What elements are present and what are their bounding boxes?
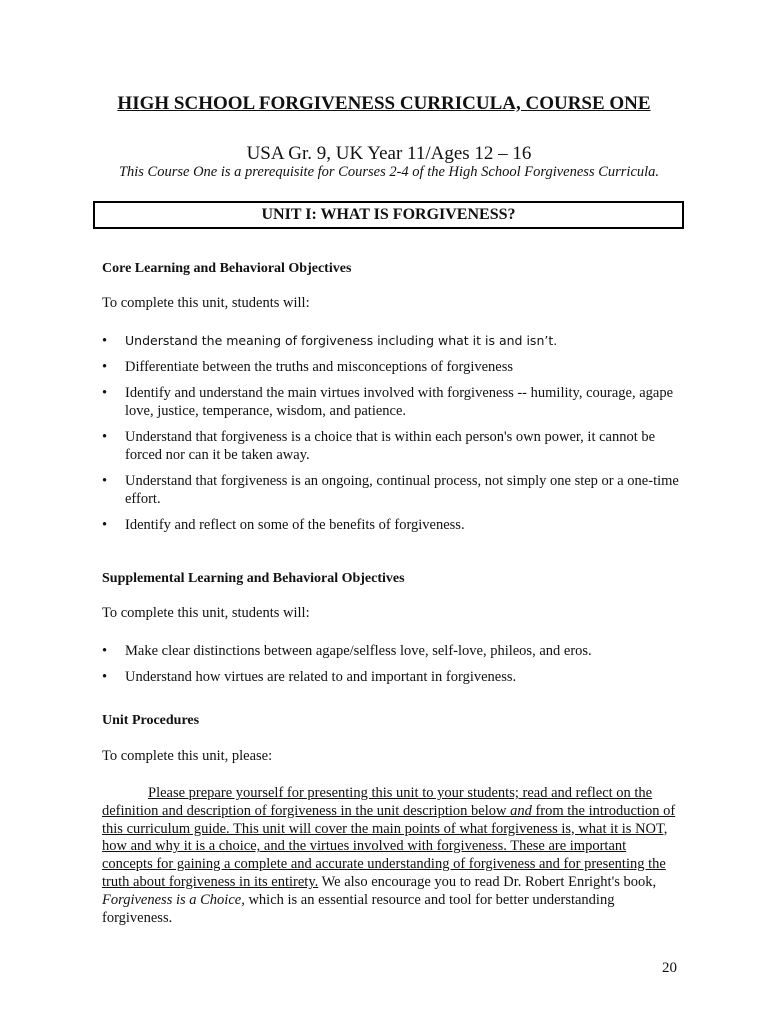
supplemental-objectives-list — [102, 642, 682, 694]
list-item: • Make clear distinctions between agape/selfless love, self-love, phileos, and eros. — [102, 642, 682, 660]
prerequisite-note: This Course One is a prerequisite for Courses 2-4 of the High School Forgiveness Curricula. — [118, 164, 660, 180]
unit-procedures-heading: Unit Procedures — [102, 713, 200, 728]
list-item: • Understand the meaning of forgiveness including what it is and isn’t. — [102, 332, 682, 350]
book-title: Forgiveness is a Choice, — [102, 891, 245, 908]
list-item: • Differentiate between the truths and misconceptions of forgiveness — [102, 358, 682, 376]
supplemental-objectives-intro: To complete this unit, students will: — [102, 605, 310, 621]
unit-procedures-intro: To complete this unit, please: — [102, 748, 273, 764]
list-item: • Understand that forgiveness is a choice that is within each person's own power, it cannot be forced nor can it be taken away. — [102, 428, 682, 464]
procedures-paragraph: Please prepare yourself for presenting this unit to your students; read and reflect on the definition and description of forgiveness in the unit description below and from the introduction of this curriculum guide. This unit will cover the main points of what forgiveness is, what it is NOT, how and why it is a choice, and the virtues involved with forgiveness. These are important concepts for gaining a complete and accurate understanding of forgiveness and for presenting the truth about forgiveness in its entirety. We also encourage you to read Dr. Robert Enright's book, Forgiveness is a Choice, which is an essential resource and tool for better understanding forgiveness. — [102, 785, 676, 926]
course-subtitle: USA Gr. 9, UK Year 11/Ages 12 – 16 — [246, 143, 532, 164]
core-objectives-heading: Core Learning and Behavioral Objectives — [102, 261, 352, 276]
core-objectives-list — [102, 332, 682, 542]
supplemental-objectives-heading: Supplemental Learning and Behavioral Objectives — [102, 571, 405, 586]
core-objectives-intro: To complete this unit, students will: — [102, 295, 310, 311]
list-item: • Identify and reflect on some of the benefits of forgiveness. — [102, 516, 682, 534]
page-title: HIGH SCHOOL FORGIVENESS CURRICULA, COURSE ONE — [117, 93, 651, 114]
unit-title: UNIT I: WHAT IS FORGIVENESS? — [261, 206, 516, 223]
unit-title-box — [93, 201, 684, 229]
list-item: • Understand how virtues are related to and important in forgiveness. — [102, 668, 682, 686]
page-number: 20 — [662, 960, 677, 976]
list-item: • Understand that forgiveness is an ongoing, continual process, not simply one step or a one-time effort. — [102, 472, 682, 508]
list-item: • Identify and understand the main virtues involved with forgiveness -- humility, courage, agape love, justice, temperance, wisdom, and patience. — [102, 384, 682, 420]
